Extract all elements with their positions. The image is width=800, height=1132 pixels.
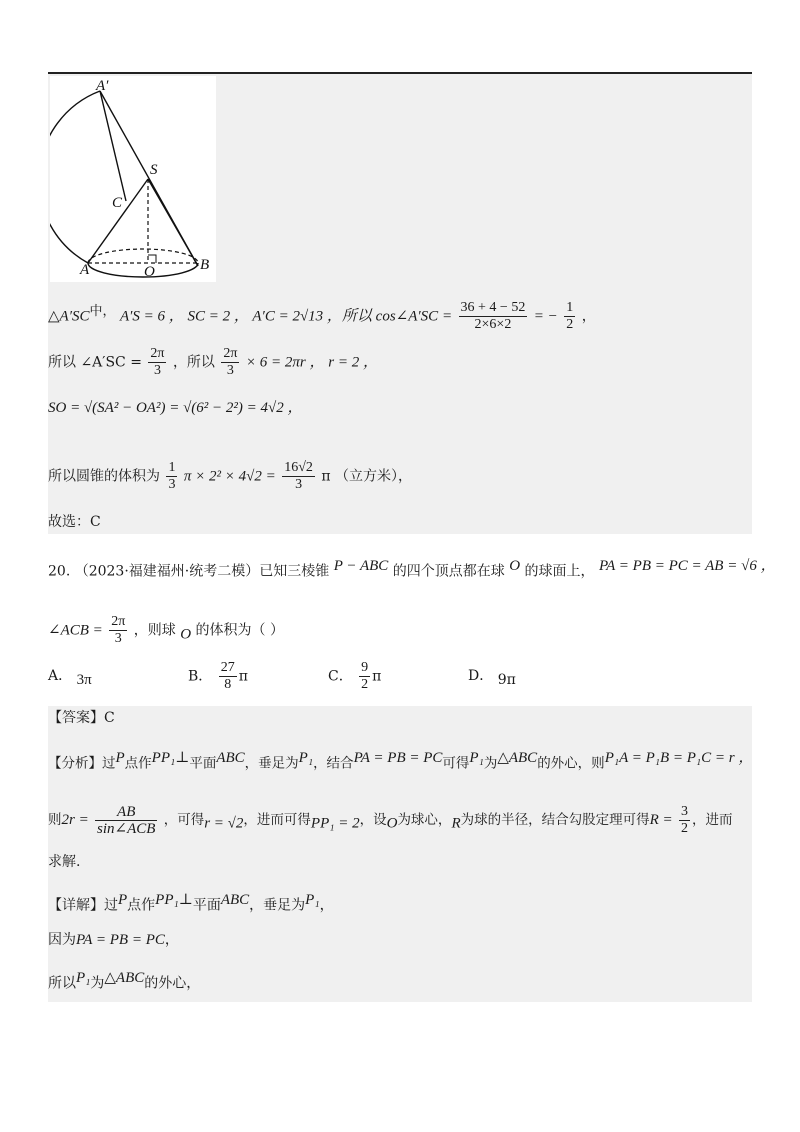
- detail-line-3: 所以P₁为△ABC的外心，: [48, 970, 201, 992]
- cos-fraction: $\frac{36 + 4 - 52}{2\times 6\times 2}$: [460, 300, 526, 332]
- question-line-1: 20. （2023·福建福州·统考二模）已知三棱锥 P − ABC 的四个顶点都在球 O 的球面上， PA = PB = PC = AB = √6 ，: [48, 558, 776, 580]
- label-c: C: [112, 195, 123, 211]
- option-a[interactable]: A． 3π: [48, 668, 92, 688]
- cone-diagram: [50, 76, 216, 282]
- analysis-line-3: 求解.: [48, 854, 81, 870]
- cos-result-fraction: $\frac{1}{2}$: [566, 300, 574, 332]
- solution-line-4: 所以圆锥的体积为 $\frac{1}{3}$ π × 2² × 4√2 = $\frac{16√2}{3}$ π （立方米），: [48, 460, 413, 492]
- option-b[interactable]: B． $\frac{27}{8}$ π: [188, 660, 248, 692]
- detail-line-2: 因为PA = PB = PC，: [48, 932, 179, 948]
- solution-line-2: 所以 ∠A′SC = $\frac{2\pi}{3}$ ，所以 $\frac{2\pi}{3}$ × 6 = 2πr ， r = 2 ，: [48, 346, 378, 378]
- analysis-line-1: 【分析】过P点作PP₁⊥平面ABC，垂足为P₁，结合PA = PB = PC可得P₁为△ABC的外心，则P₁A = P₁B = P₁C = r ，: [48, 750, 754, 772]
- answer-label: 【答案】C: [48, 710, 115, 726]
- label-b: B: [200, 257, 210, 273]
- solution-line-3: SO = √(SA² − OA²) = √(6² − 2²) = 4√2 ，: [48, 400, 303, 416]
- detail-line-1: 【详解】过P点作PP₁⊥平面ABC，垂足为P₁，: [48, 892, 334, 914]
- solution-choice: 故选：C: [48, 514, 101, 530]
- solution-line-1: △A′SC中， A′S = 6 ， SC = 2 ， A′C = 2√13 ，所以 cos∠A′SC = $\frac{36 + 4 - 52}{2\times 6\times 2}$ = − $\frac{1}{2}$ ，: [48, 300, 596, 332]
- option-c[interactable]: C． $\frac{9}{2}$ π: [328, 660, 382, 692]
- label-a-prime: A′: [96, 78, 109, 94]
- analysis-line-2: 则2r = $\frac{AB}{\text{sin∠ACB}}$ ，可得r = √2，进而可得PP₁ = 2，设O为球心，R为球的半径，结合勾股定理可得R = $\frac{3}{2}$ ，进而: [48, 804, 733, 837]
- option-d[interactable]: D． 9π: [468, 668, 516, 688]
- cone-figure: [50, 76, 216, 282]
- label-s: S: [150, 162, 158, 178]
- label-a: A: [80, 262, 90, 278]
- label-o: O: [144, 264, 155, 280]
- question-line-2: ∠ACB = $\frac{2\pi}{3}$ ，则球 O 的体积为（ ）: [48, 614, 284, 646]
